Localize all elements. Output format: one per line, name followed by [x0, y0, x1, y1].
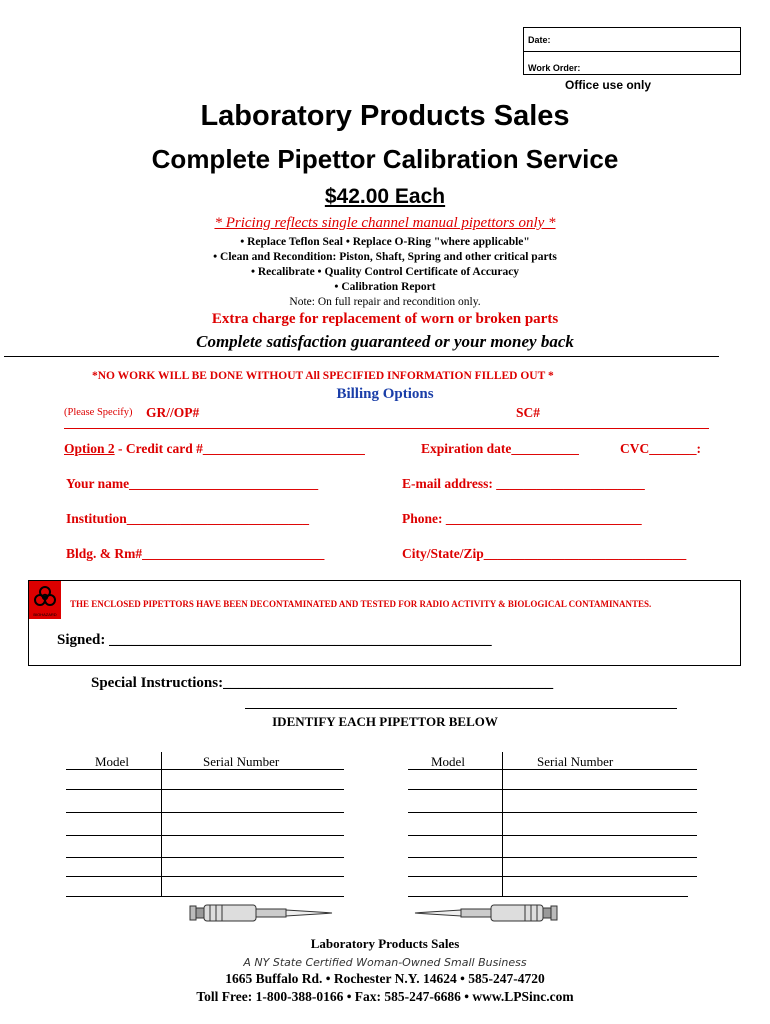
- page-subtitle: Complete Pipettor Calibration Service: [151, 144, 619, 174]
- cvc-field[interactable]: CVC_______:: [620, 441, 701, 456]
- extra-charge-note: Extra charge for replacement of worn or broken parts: [211, 311, 559, 327]
- table-row[interactable]: [408, 857, 697, 858]
- table-row[interactable]: [408, 812, 697, 813]
- footer-address: 1665 Buffalo Rd. • Rochester N.Y. 14624 • 585-247-4720: [225, 971, 545, 986]
- institution-field[interactable]: Institution___________________________: [66, 511, 310, 526]
- serial-column-header: Serial Number: [537, 754, 614, 769]
- page-title: Laboratory Products Sales: [200, 100, 570, 132]
- expiration-date-field[interactable]: Expiration date__________: [421, 441, 579, 456]
- date-field[interactable]: [524, 28, 740, 52]
- serial-column-header: Serial Number: [203, 754, 280, 769]
- grop-field[interactable]: GR//OP#: [146, 405, 200, 420]
- billing-options-heading: Billing Options: [336, 386, 434, 402]
- name-field[interactable]: Your name____________________________: [66, 476, 319, 491]
- special-instructions-line[interactable]: [245, 708, 677, 709]
- office-use-label: Office use only: [565, 78, 652, 92]
- service-item: • Calibration Report: [334, 281, 436, 293]
- decontamination-statement: THE ENCLOSED PIPETTORS HAVE BEEN DECONTAMINATED AND TESTED FOR RADIO ACTIVITY & BIOLOGICAL CONTAMINANTES.: [70, 599, 652, 609]
- sc-field[interactable]: SC#: [516, 405, 541, 420]
- footer-company: Laboratory Products Sales: [310, 936, 460, 951]
- work-order-label: Work Order:: [528, 63, 581, 73]
- signature-field[interactable]: Signed: ___________________________________________________: [57, 632, 492, 648]
- table-row[interactable]: [66, 857, 344, 858]
- city-state-zip-field[interactable]: City/State/Zip______________________________: [402, 546, 687, 561]
- biohazard-label: BIOHAZARD: [33, 612, 57, 617]
- pipette-icon: [186, 898, 336, 933]
- option2-label: Option 2: [64, 441, 115, 456]
- billing-line: [64, 428, 709, 429]
- table-row[interactable]: [66, 876, 344, 877]
- model-column-header: Model: [95, 754, 129, 769]
- table-row[interactable]: [408, 835, 697, 836]
- service-item: • Clean and Recondition: Piston, Shaft, Spring and other critical parts: [213, 251, 557, 263]
- decontamination-box: [28, 580, 741, 666]
- service-item: • Recalibrate • Quality Control Certificate of Accuracy: [250, 266, 520, 278]
- credit-card-field[interactable]: [64, 441, 365, 457]
- phone-field[interactable]: Phone: _____________________________: [402, 511, 642, 526]
- service-item: • Replace Teflon Seal • Replace O-Ring "where applicable": [240, 236, 530, 248]
- table-row[interactable]: [408, 769, 697, 770]
- guarantee-text: Complete satisfaction guaranteed or your money back: [196, 332, 574, 351]
- table-row[interactable]: [66, 835, 344, 836]
- divider: [4, 356, 719, 357]
- required-info-warning: *NO WORK WILL BE DONE WITHOUT All SPECIFIED INFORMATION FILLED OUT *: [92, 370, 554, 382]
- repair-note: Note: On full repair and recondition only.: [289, 296, 481, 308]
- biohazard-icon-graphic: [29, 581, 61, 619]
- date-label: Date:: [528, 35, 551, 45]
- office-use-box: [523, 27, 741, 75]
- table-row[interactable]: [66, 769, 344, 770]
- please-specify-label: (Please Specify): [64, 407, 133, 418]
- biohazard-icon: [29, 581, 61, 619]
- table-row[interactable]: [408, 789, 697, 790]
- table-row[interactable]: [408, 876, 697, 877]
- model-column-header: Model: [431, 754, 465, 769]
- work-order-field[interactable]: [524, 51, 740, 74]
- email-field[interactable]: E-mail address: ______________________: [402, 476, 645, 491]
- pipette-icon: [411, 898, 561, 933]
- pricing-note-text: * Pricing reflects single channel manual pipettors only *: [214, 215, 556, 231]
- identify-pipettors-heading: IDENTIFY EACH PIPETTOR BELOW: [272, 714, 498, 729]
- building-room-field[interactable]: Bldg. & Rm#___________________________: [66, 546, 325, 561]
- price: [0, 185, 770, 209]
- table-row[interactable]: [66, 896, 344, 897]
- table-row[interactable]: [408, 896, 688, 897]
- pricing-note: [0, 215, 770, 232]
- footer-contact: Toll Free: 1-800-388-0166 • Fax: 585-247-6686 • www.LPSinc.com: [196, 989, 574, 1004]
- special-instructions-field[interactable]: Special Instructions:____________________________________________: [91, 675, 554, 691]
- credit-card-label: - Credit card #________________________: [114, 441, 365, 456]
- footer-certification: A NY State Certified Woman-Owned Small Business: [243, 956, 527, 969]
- table-row[interactable]: [66, 812, 344, 813]
- table-row[interactable]: [66, 789, 344, 790]
- price-text: $42.00 Each: [324, 185, 446, 208]
